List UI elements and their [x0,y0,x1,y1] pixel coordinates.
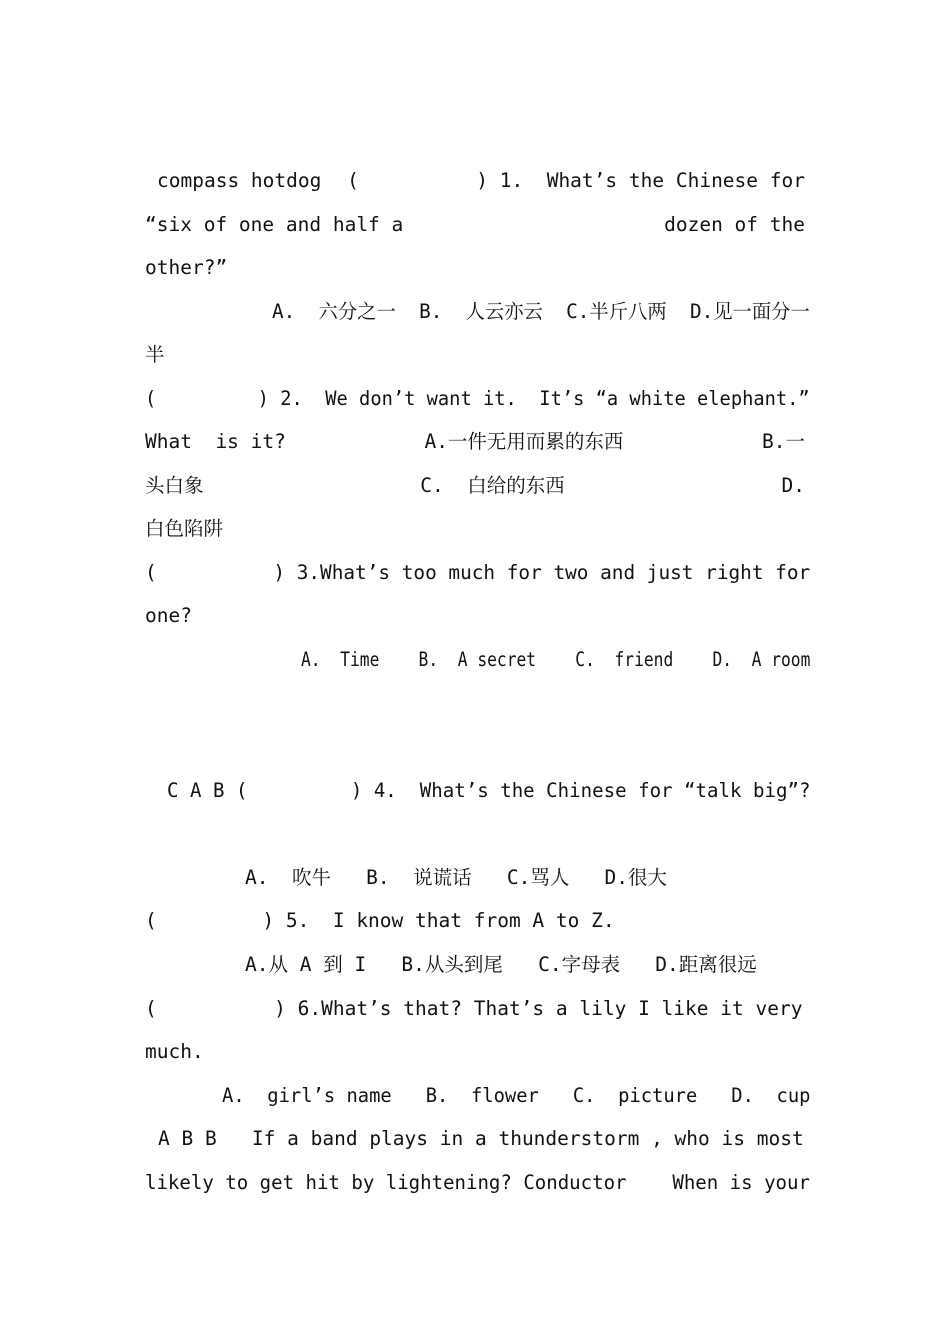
question-5-options: A.从 A 到 I B.从头到尾 C.字母表 D.距离很远 [245,953,757,976]
question-3-prompt-end: one? [145,604,192,627]
question-4-options: A. 吹牛 B. 说谎话 C.骂人 D.很大 [245,866,668,889]
question-2-option-b: B.一 [762,430,805,453]
question-1-prompt: ( ) 1. What’s the Chinese for [347,169,805,192]
riddle-text: A B B If a band plays in a thunderstorm , who is most [158,1127,804,1150]
question-1-text-a: “six of one and half a [145,213,404,236]
question-2-option-a: A.一件无用而累的东西 [424,430,624,453]
question-3-options: A. Time B. A secret C. friend D. A room [301,648,811,671]
question-1-line-2 [145,213,805,237]
question-2-option-d: D. [781,474,805,497]
question-6-options: A. girl’s name B. flower C. picture D. cup [222,1084,811,1107]
question-1-options: A. 六分之一 B. 人云亦云 C.半斤八两 D.见一面分一 [272,300,810,323]
riddle-text-continued: likely to get hit by lightening? Conductor When is your [145,1171,810,1194]
question-1-text-b: dozen of the [664,213,805,236]
question-6-prompt-end: much. [145,1040,204,1063]
question-4-prompt: C A B ( ) 4. What’s the Chinese for “talk big”? [167,779,811,802]
question-2-text: What is it? [145,430,286,453]
question-2-option-b-end: 头白象 [145,474,204,497]
question-2-option-d-end: 白色陷阱 [145,517,224,540]
question-1-line [347,169,805,193]
answer-key-text: compass hotdog [157,169,322,192]
question-1-text-end: other?” [145,256,228,279]
question-2-line-3 [145,474,805,498]
question-2-line-2 [145,430,805,454]
question-6-prompt: ( ) 6.What’s that? That’s a lily I like it very [145,997,803,1020]
question-3-prompt: ( ) 3.What’s too much for two and just right for [145,561,811,584]
question-1-options-end: 半 [145,343,165,366]
question-5-prompt: ( ) 5. I know that from A to Z. [145,909,615,932]
question-2-prompt: ( ) 2. We don’t want it. It’s “a white elephant.” [145,387,810,410]
question-2-option-c: C. 白给的东西 [420,474,565,497]
